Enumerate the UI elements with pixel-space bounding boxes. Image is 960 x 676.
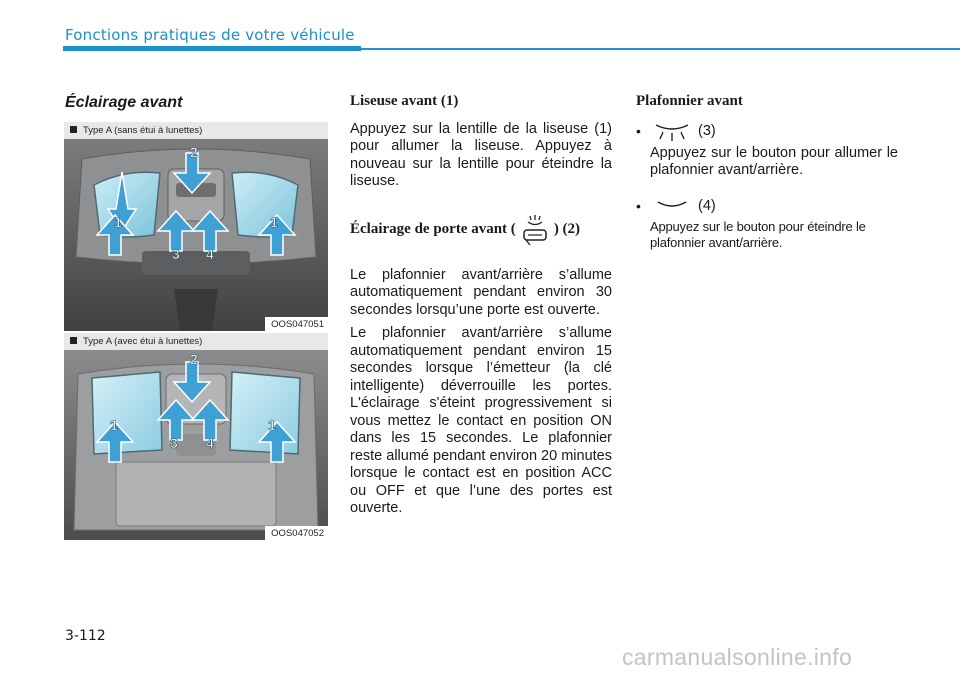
heading-door-lamp-suffix: ) (2): [553, 220, 581, 237]
column-door-lighting: [350, 93, 612, 524]
callout-1-left: 1: [110, 417, 118, 433]
caption-square-icon: [70, 126, 77, 133]
callout-2: 2: [190, 144, 198, 160]
bullet-off-number: (4): [698, 197, 716, 214]
callout-1-right: 1: [270, 214, 278, 230]
overhead-console-illustration: [64, 350, 328, 540]
heading-map-lamp: Liseuse avant (1): [350, 93, 459, 109]
heading-door-lamp: [350, 213, 612, 247]
callout-1-right: 1: [268, 417, 276, 433]
watermark: carmanualsonline.info: [622, 644, 853, 670]
bullet-dot: •: [636, 122, 641, 139]
lamp-on-icon: [650, 121, 694, 143]
overhead-console-illustration: [64, 139, 328, 331]
page-header-title: Fonctions pratiques de votre véhicule: [65, 26, 355, 44]
callout-4: 4: [206, 435, 214, 451]
bullet-on: [636, 121, 898, 143]
page-number: 3-112: [65, 628, 106, 644]
bullet-on-number: (3): [698, 122, 716, 139]
figure-caption-text: Type A (avec étui à lunettes): [83, 336, 203, 347]
caption-square-icon: [70, 337, 77, 344]
bullet-off: [636, 198, 898, 216]
header-rule-thin: [361, 48, 960, 50]
lamp-off-icon: [650, 199, 694, 213]
paragraph-lamp-on: Appuyez sur le bouton pour allumer le plafonnier avant/arrière.: [650, 144, 898, 178]
column-room-lamp: [636, 93, 898, 257]
figure-without-glasses-case: [64, 122, 328, 331]
callout-1-left: 1: [114, 214, 122, 230]
section-title: Éclairage avant: [65, 94, 183, 111]
callout-2: 2: [190, 351, 198, 367]
figure-caption-text: Type A (sans étui à lunettes): [83, 125, 203, 136]
callout-4: 4: [206, 246, 214, 262]
bullet-dot: •: [636, 197, 641, 214]
paragraph-map-lamp: Appuyez sur la lentille de la liseuse (1) pour allumer la liseuse. Appuyez à nouveau sur la lentille pour éteindre la liseuse.: [350, 120, 612, 189]
figure-caption: [64, 122, 328, 139]
callout-3: 3: [170, 435, 178, 451]
figure-caption: [64, 333, 328, 350]
paragraph-door-open: Le plafonnier avant/arrière s’allume automatiquement pendant environ 30 secondes lorsqu’une porte est ouverte.: [350, 266, 612, 318]
heading-room-lamp: Plafonnier avant: [636, 93, 743, 109]
figure-code: OOS047052: [265, 526, 328, 540]
header-rule-thick: [63, 46, 361, 51]
figure-code: OOS047051: [265, 317, 328, 331]
door-lamp-icon: [518, 213, 552, 247]
figure-with-glasses-case: [64, 333, 328, 540]
paragraph-lamp-off: Appuyez sur le bouton pour éteindre le plafonnier avant/arrière.: [650, 219, 866, 250]
paragraph-smart-key: Le plafonnier avant/arrière s’allume automatiquement pendant environ 15 secondes lorsque l’émetteur (la clé intelligente) déverrouille les portes. L'éclairage s'éteint progressivement si vous mettez le contact en position ON dans les 15 secondes. Le plafonnier reste allumé pendant environ 20 minutes lorsque le contact est en position ACC ou OFF et que l’une des portes est ouverte.: [350, 325, 612, 516]
heading-door-lamp-text: Éclairage de porte avant (: [350, 220, 516, 237]
callout-3: 3: [172, 246, 180, 262]
